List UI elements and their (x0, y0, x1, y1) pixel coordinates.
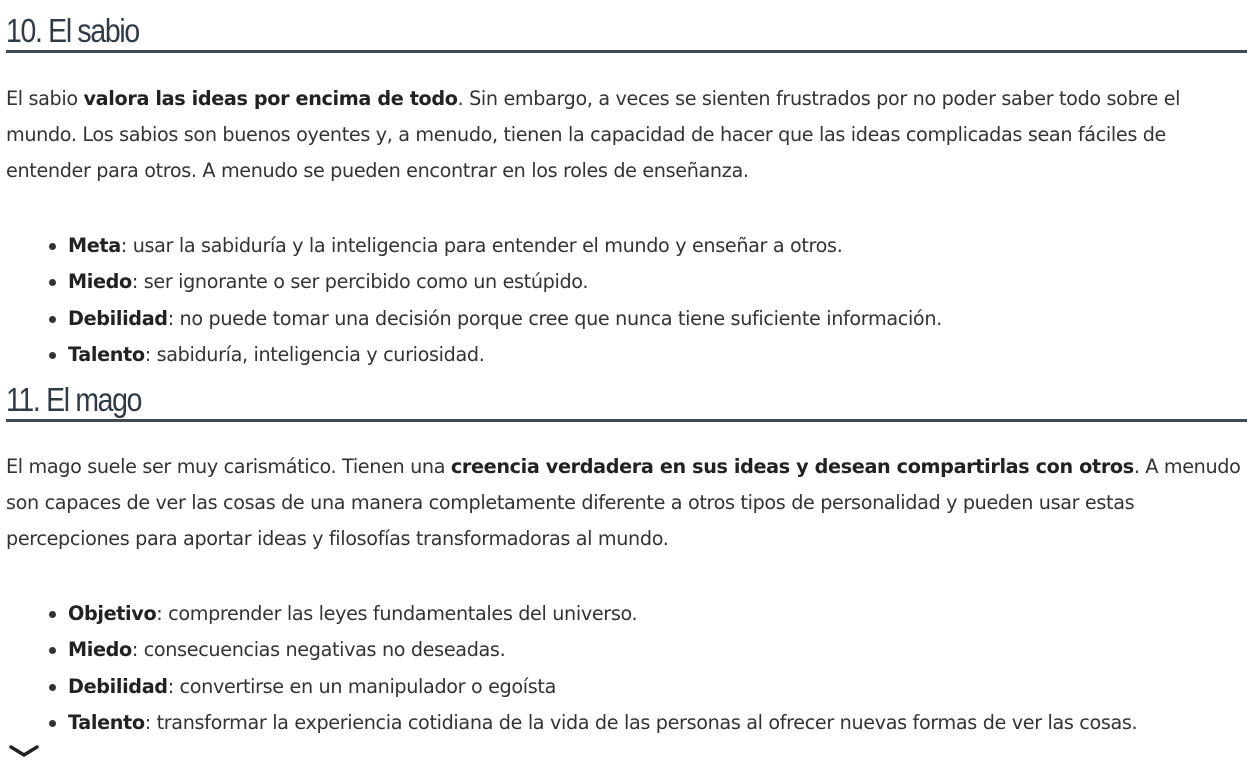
bullet-icon (49, 352, 56, 359)
bullet-icon (49, 684, 56, 691)
trait-list (6, 596, 1247, 741)
trait-list (6, 228, 1247, 373)
bullet-icon (49, 316, 56, 323)
bullet-icon (49, 243, 56, 250)
list-item: Miedo: ser ignorante o ser percibido como un estúpido. (68, 264, 1247, 300)
bullet-icon (49, 611, 56, 618)
bullet-icon (49, 720, 56, 727)
list-item: Talento: transformar la experiencia cotidiana de la vida de las personas al ofrecer nuevas formas de ver las cosas. (68, 705, 1247, 741)
section-title: 10. El sabio (6, 12, 139, 49)
list-item: Debilidad: no puede tomar una decisión porque cree que nunca tiene suficiente información. (68, 301, 1247, 337)
article-content (6, 0, 1247, 741)
list-item: Meta: usar la sabiduría y la inteligencia para entender el mundo y enseñar a otros. (68, 228, 1247, 264)
chevron-down-icon (9, 744, 39, 758)
scroll-down-button[interactable] (2, 736, 46, 766)
list-item: Talento: sabiduría, inteligencia y curiosidad. (68, 337, 1247, 373)
list-item: Miedo: consecuencias negativas no deseadas. (68, 632, 1247, 668)
list-item: Debilidad: convertirse en un manipulador o egoísta (68, 669, 1247, 705)
list-item: Objetivo: comprender las leyes fundamentales del universo. (68, 596, 1247, 632)
section-intro: El sabio valora las ideas por encima de todo. Sin embargo, a veces se sienten frustrados por no poder saber todo sobre el mundo. Los sabios son buenos oyentes y, a menudo, tienen la capacidad de hacer que las ideas complicadas sean fáciles de entender para otros. A menudo se pueden encontrar en los roles de enseñanza. (6, 87, 1181, 182)
section-title: 11. El mago (6, 381, 142, 419)
section-heading-sabio (6, 12, 1247, 53)
section-intro: El mago suele ser muy carismático. Tienen una creencia verdadera en sus ideas y desean compartirlas con otros. A menudo son capaces de ver las cosas de una manera completamente diferente a otros tipos de personalidad y pueden usar estas percepciones para aportar ideas y filosofías transformadoras al mundo. (6, 455, 1241, 551)
section-heading-mago (6, 373, 1247, 422)
bullet-icon (49, 279, 56, 286)
bullet-icon (49, 647, 56, 654)
